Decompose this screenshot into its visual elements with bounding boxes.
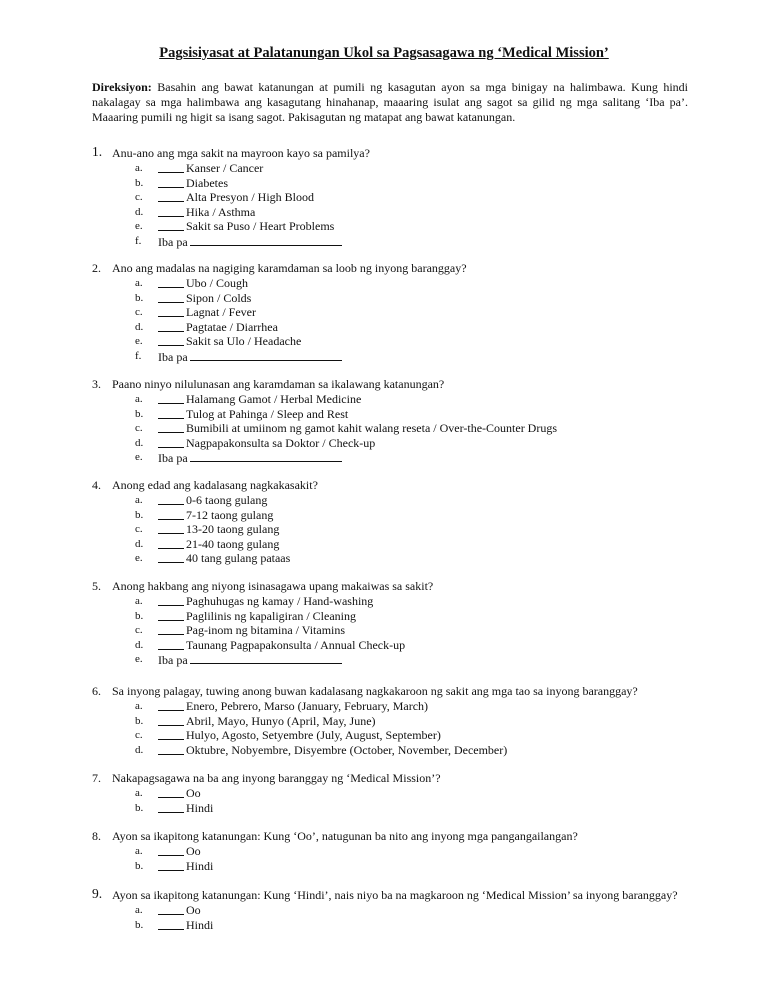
option-letter: b. [135,508,144,521]
option-letter: b. [135,714,144,727]
other-answer [158,450,342,466]
answer-option [135,205,692,220]
option-text: Sakit sa Puso / Heart Problems [186,219,335,233]
option-text: Enero, Pebrero, Marso (January, February, March) [186,699,429,713]
other-answer-line[interactable] [190,450,342,462]
option-text: 40 tang gulang pataas [186,551,291,565]
question-4 [92,478,692,566]
option-text: Paglilinis ng kapaligiran / Cleaning [186,608,356,623]
question-heading [92,261,692,276]
option-text: Hindi [186,917,214,932]
option-list [135,699,692,757]
answer-option [135,522,692,537]
question-number: 5. [92,579,101,593]
option-text: Iba pa [158,349,188,364]
option-text: Hulyo, Agosto, Setyembre (July, August, September) [186,728,441,742]
option-text: Taunang Pagpapakonsulta / Annual Check-up [186,637,406,652]
option-list [135,903,692,932]
answer-option [135,728,692,743]
question-number: 6. [92,684,101,698]
answer-option [135,276,692,291]
option-text: Nagpapakonsulta sa Doktor / Check-up [186,435,376,450]
answer-blank[interactable] [158,504,184,505]
option-letter: a. [135,494,143,506]
option-list [135,594,692,667]
option-letter: e. [135,552,143,564]
option-letter: a. [135,162,143,174]
question-heading [92,478,692,493]
answer-blank[interactable] [158,216,184,217]
answer-option [135,844,692,859]
option-letter: c. [135,624,143,636]
answer-blank[interactable] [158,929,184,930]
option-list [135,392,692,465]
option-list [135,493,692,566]
answer-blank[interactable] [158,418,184,419]
option-letter: b. [135,918,144,931]
answer-option [135,219,692,234]
answer-option [135,334,692,349]
answer-blank[interactable] [158,870,184,871]
directions-label: Direksiyon: [92,80,152,94]
question-8 [92,829,692,873]
answer-option [135,918,692,933]
option-letter: d. [135,205,144,218]
option-letter: a. [135,904,143,916]
answer-option [135,801,692,816]
question-5 [92,579,692,667]
answer-blank[interactable] [158,725,184,726]
answer-option [135,407,692,422]
option-text: 7-12 taong gulang [186,507,274,522]
other-answer-line[interactable] [190,234,342,246]
answer-option [135,421,692,436]
answer-option [135,537,692,552]
option-text: Lagnat / Fever [186,305,256,319]
question-text: Anong hakbang ang niyong isinasagawa upang makaiwas sa sakit? [112,579,434,593]
question-heading [92,146,692,161]
option-letter: a. [135,845,143,857]
option-text: Sakit sa Ulo / Headache [186,334,302,348]
answer-option [135,699,692,714]
other-answer [158,234,342,250]
option-text: Bumibili at umiinom ng gamot kahit walang reseta / Over-the-Counter Drugs [186,421,558,435]
question-number: 1. [92,144,103,159]
question-heading [92,684,692,699]
question-heading [92,377,692,392]
option-letter: b. [135,291,144,304]
question-9 [92,888,692,932]
question-text: Sa inyong palagay, tuwing anong buwan kadalasang nagkakaroon ng sakit ang mga tao sa inyong baranggay? [112,684,638,698]
option-text: Oo [186,786,201,800]
answer-blank[interactable] [158,403,184,404]
option-letter: e. [135,335,143,347]
option-text: Iba pa [158,451,188,465]
answer-option [135,320,692,335]
answer-option [135,161,692,176]
answer-blank[interactable] [158,548,184,549]
answer-option [135,903,692,918]
question-text: Nakapagsagawa na ba ang inyong baranggay ng ‘Medical Mission’? [112,771,441,785]
option-text: Oo [186,844,201,858]
answer-option [135,609,692,624]
option-list [135,276,692,363]
answer-option [135,493,692,508]
question-heading [92,888,692,903]
option-text: Pag-inom ng bitamina / Vitamins [186,623,346,637]
option-text: Iba pa [158,234,188,249]
option-text: Oktubre, Nobyembre, Disyembre (October, November, December) [186,742,508,757]
directions-text: Basahin ang bawat katanungan at pumili ng kasagutan ayon sa mga binigay na halimbawa. Kung hindi nakalagay sa mga halimbawa ang kasagutang hinahanap, maaaring isulat ang sagot sa gilid ng mga salitang ‘Iba pa’. Maaaring pumili ng higit sa isang sagot. Pakisagutan ng matapat ang bawat katanungan. [92,80,688,124]
option-letter: a. [135,787,143,799]
question-text: Paano ninyo nilulunasan ang karamdaman sa ikalawang katanungan? [112,377,445,391]
question-text: Ayon sa ikapitong katanungan: Kung ‘Oo’, natugunan ba nito ang inyong mga pangangailangan? [112,829,578,843]
other-answer-line[interactable] [190,652,342,664]
question-heading [92,579,692,594]
option-text: Kanser / Cancer [186,161,264,175]
question-3 [92,377,692,465]
answer-option [135,305,692,320]
question-text: Ayon sa ikapitong katanungan: Kung ‘Hindi’, nais niyo ba na magkaroon ng ‘Medical Mission’ sa inyong baranggay? [112,888,678,902]
question-heading [92,829,692,844]
answer-blank[interactable] [158,754,184,755]
answer-blank[interactable] [158,316,184,317]
question-number: 7. [92,771,101,785]
answer-blank[interactable] [158,432,184,433]
answer-blank[interactable] [158,739,184,740]
option-letter: a. [135,700,143,712]
option-letter: e. [135,653,143,665]
question-number: 4. [92,478,101,492]
answer-blank[interactable] [158,914,184,915]
answer-blank[interactable] [158,447,184,448]
answer-option [135,859,692,874]
answer-blank[interactable] [158,562,184,563]
answer-blank[interactable] [158,519,184,520]
option-text: 21-40 taong gulang [186,536,280,551]
answer-blank[interactable] [158,533,184,534]
page-title: Pagsisiyasat at Palatanungan Ukol sa Pagsasagawa ng ‘Medical Mission’ [159,45,609,61]
question-2 [92,261,692,363]
option-letter: b. [135,176,144,189]
option-letter: e. [135,451,143,463]
question-heading [92,771,692,786]
question-number: 2. [92,261,101,275]
answer-option [135,638,692,653]
option-text: Pagtatae / Diarrhea [186,319,278,334]
directions [92,80,688,125]
option-text: Hindi [186,800,214,815]
answer-blank[interactable] [158,812,184,813]
question-text: Ano ang madalas na nagiging karamdaman sa loob ng inyong baranggay? [112,261,467,275]
answer-blank[interactable] [158,605,184,606]
option-letter: f. [135,234,142,247]
option-text: 13-20 taong gulang [186,522,280,536]
option-text: Diabetes [186,175,228,190]
option-letter: d. [135,743,144,756]
answer-blank[interactable] [158,287,184,288]
answer-option [135,714,692,729]
option-letter: b. [135,407,144,420]
question-text: Anu-ano ang mga sakit na mayroon kayo sa pamilya? [112,146,370,160]
answer-blank[interactable] [158,345,184,346]
other-answer [158,652,342,668]
question-6 [92,684,692,757]
answer-option [135,349,692,364]
answer-option [135,743,692,758]
answer-option [135,508,692,523]
answer-option [135,652,692,667]
question-7 [92,771,692,815]
option-letter: d. [135,436,144,449]
option-letter: c. [135,422,143,434]
answer-blank[interactable] [158,230,184,231]
answer-option [135,594,692,609]
option-letter: c. [135,191,143,203]
answer-blank[interactable] [158,620,184,621]
question-number: 3. [92,377,101,391]
option-letter: a. [135,277,143,289]
option-letter: b. [135,609,144,622]
option-letter: d. [135,537,144,550]
answer-blank[interactable] [158,855,184,856]
answer-blank[interactable] [158,710,184,711]
answer-option [135,551,692,566]
answer-blank[interactable] [158,302,184,303]
answer-option [135,291,692,306]
option-text: 0-6 taong gulang [186,493,268,507]
option-letter: d. [135,320,144,333]
question-number: 8. [92,829,101,843]
option-letter: c. [135,306,143,318]
answer-blank[interactable] [158,634,184,635]
option-letter: a. [135,393,143,405]
option-text: Abril, Mayo, Hunyo (April, May, June) [186,713,376,728]
option-text: Oo [186,903,201,917]
question-text: Anong edad ang kadalasang nagkakasakit? [112,478,318,492]
other-answer [158,349,342,365]
option-list [135,786,692,815]
option-letter: f. [135,349,142,362]
option-list [135,161,692,248]
answer-blank[interactable] [158,797,184,798]
option-text: Halamang Gamot / Herbal Medicine [186,392,362,406]
option-text: Hika / Asthma [186,204,256,219]
answer-option [135,786,692,801]
answer-option [135,450,692,465]
other-answer-line[interactable] [190,349,342,361]
answer-blank[interactable] [158,187,184,188]
answer-blank[interactable] [158,201,184,202]
option-text: Iba pa [158,653,188,667]
option-text: Tulog at Pahinga / Sleep and Rest [186,406,349,421]
answer-option [135,234,692,249]
option-text: Ubo / Cough [186,276,249,290]
answer-option [135,623,692,638]
answer-blank[interactable] [158,649,184,650]
option-text: Sipon / Colds [186,290,252,305]
option-letter: e. [135,220,143,232]
option-letter: d. [135,638,144,651]
answer-option [135,176,692,191]
question-number: 9. [92,886,103,901]
option-text: Hindi [186,858,214,873]
answer-option [135,392,692,407]
question-1 [92,146,692,248]
option-letter: a. [135,595,143,607]
option-letter: b. [135,859,144,872]
answer-blank[interactable] [158,331,184,332]
answer-option [135,190,692,205]
answer-option [135,436,692,451]
answer-blank[interactable] [158,172,184,173]
option-text: Paghuhugas ng kamay / Hand-washing [186,594,374,608]
option-text: Alta Presyon / High Blood [186,190,314,204]
option-letter: c. [135,523,143,535]
option-letter: c. [135,729,143,741]
option-letter: b. [135,801,144,814]
option-list [135,844,692,873]
